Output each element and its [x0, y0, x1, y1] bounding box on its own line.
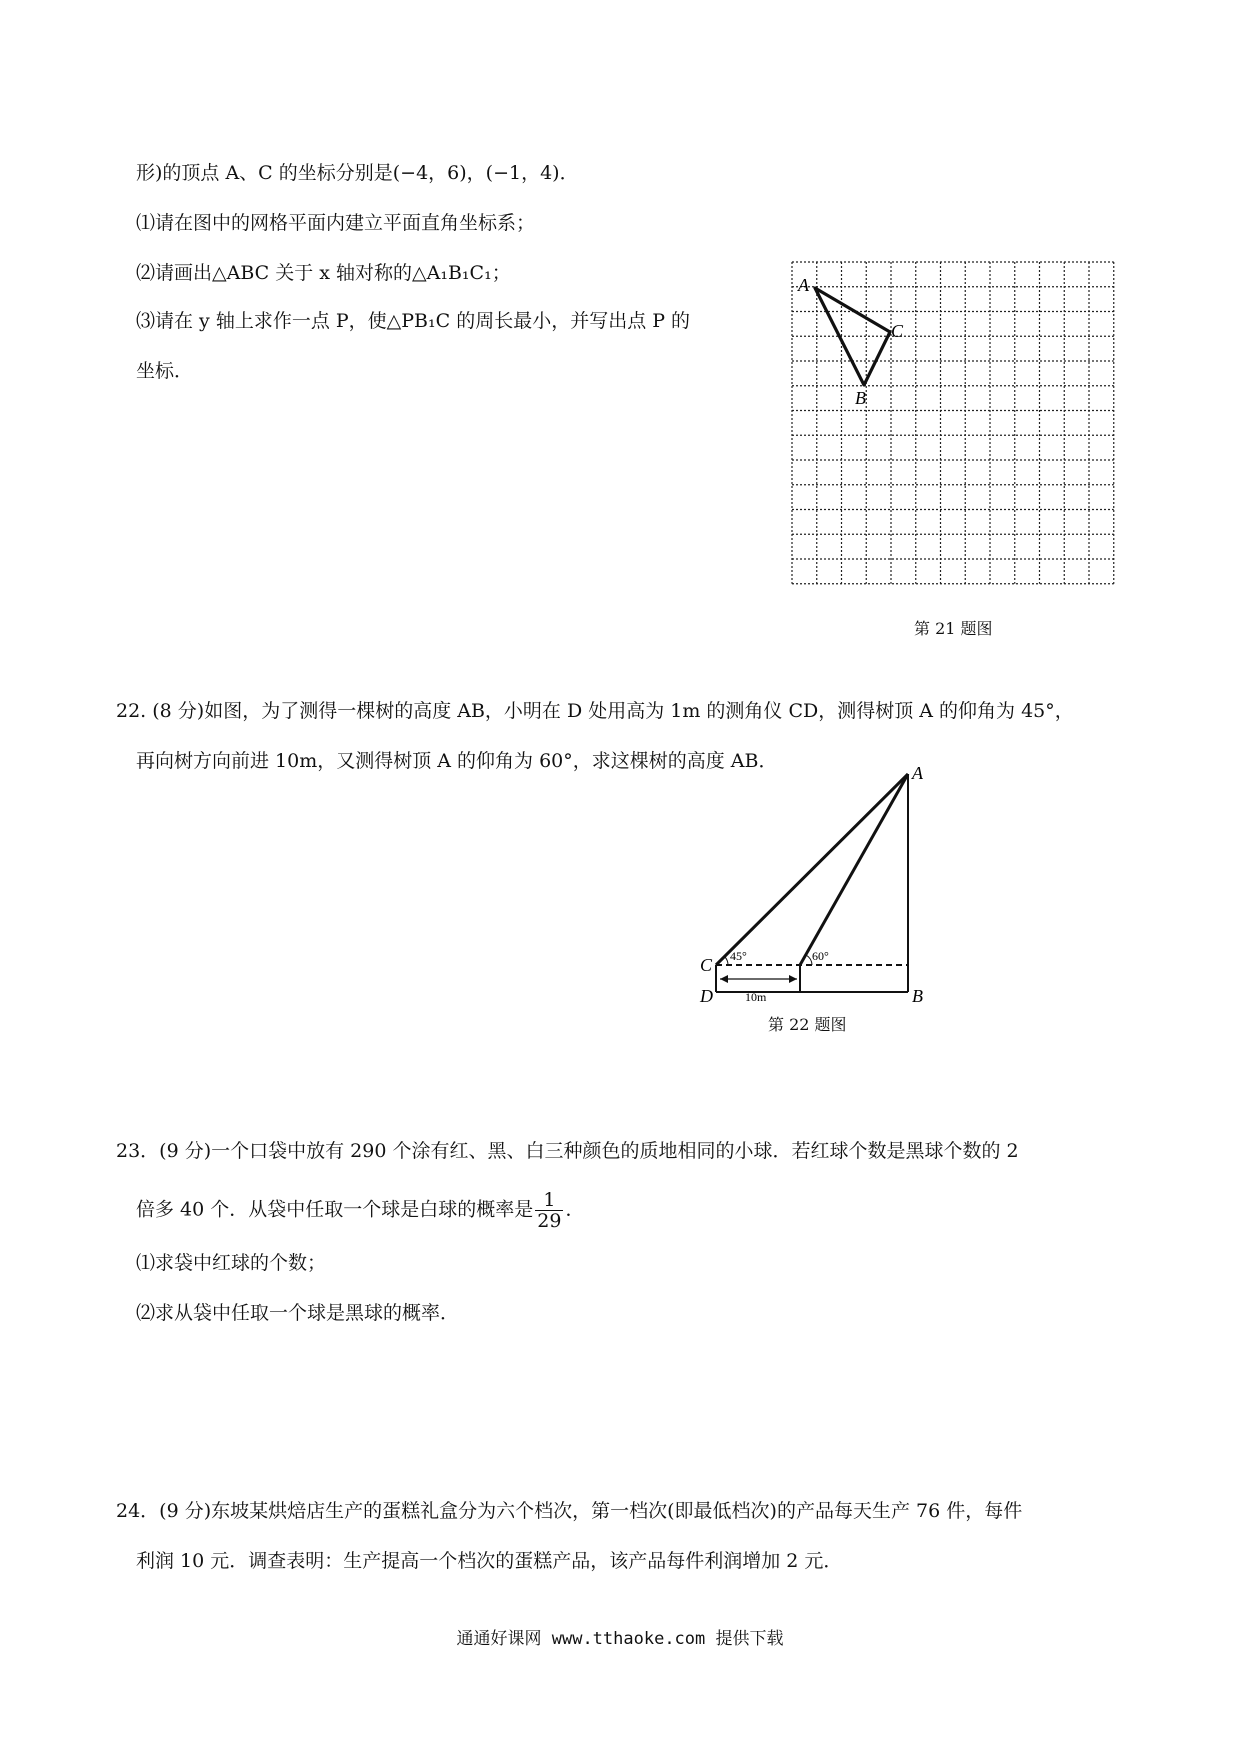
- label-c: C: [700, 955, 713, 975]
- q23-line2: [136, 1190, 584, 1231]
- label-a: A: [912, 763, 923, 783]
- label-a: A: [798, 275, 809, 295]
- q22-line2: 再向树方向前进 10m，又测得树顶 A 的仰角为 60°，求这棵树的高度 AB．: [136, 750, 778, 772]
- q23-part1: ⑴求袋中红球的个数；: [136, 1252, 327, 1274]
- q22-figure-caption: 第 22 题图: [768, 1015, 847, 1034]
- q21-part3-line2: 坐标．: [136, 360, 194, 382]
- q21-grid-figure: [782, 258, 1132, 618]
- distance-label: 10m: [745, 990, 767, 1004]
- q22-tree-figure: [690, 762, 950, 1042]
- angle-45-label: 45°: [730, 949, 747, 963]
- label-d: D: [700, 986, 713, 1006]
- label-b: B: [855, 388, 866, 408]
- q24-line2: 利润 10 元．调查表明：生产提高一个档次的蛋糕产品，该产品每件利润增加 2 元．: [136, 1550, 843, 1572]
- q23-line1: 23．(9 分)一个口袋中放有 290 个涂有红、黑、白三种颜色的质地相同的小球．若红球个数是黑球个数的 2: [116, 1140, 1019, 1162]
- q21-part1: ⑴请在图中的网格平面内建立平面直角坐标系；: [136, 212, 536, 234]
- q21-part2: ⑵请画出△ABC 关于 x 轴对称的△A₁B₁C₁；: [136, 262, 511, 284]
- q21-part3-line1: ⑶请在 y 轴上求作一点 P，使△PB₁C 的周长最小，并写出点 P 的: [136, 310, 691, 332]
- line-ea: [800, 774, 908, 965]
- q21-line1: 形)的顶点 A、C 的坐标分别是(−4，6)，(−1，4)．: [136, 162, 579, 184]
- fraction-numerator: 1: [535, 1190, 563, 1211]
- page-footer: 通通好课网 www.tthaoke.com 提供下载: [456, 1629, 784, 1649]
- q21-figure-caption: 第 21 题图: [914, 619, 993, 638]
- q23-line2-end: ．: [565, 1198, 585, 1221]
- label-b: B: [912, 986, 923, 1006]
- probability-fraction: [535, 1190, 563, 1231]
- q23-line2-text: 倍多 40 个．从袋中任取一个球是白球的概率是: [136, 1198, 534, 1221]
- q24-line1: 24．(9 分)东坡某烘焙店生产的蛋糕礼盒分为六个档次，第一档次(即最低档次)的产品每天生产 76 件，每件: [116, 1500, 1023, 1522]
- line-ca: [716, 774, 908, 965]
- angle-60-label: 60°: [812, 949, 829, 963]
- q22-line1: 22. (8 分)如图，为了测得一棵树的高度 AB，小明在 D 处用高为 1m 的测角仪 CD，测得树顶 A 的仰角为 45°，: [116, 700, 1074, 722]
- fraction-denominator: 29: [537, 1210, 562, 1232]
- label-c: C: [891, 321, 904, 341]
- q23-part2: ⑵求从袋中任取一个球是黑球的概率．: [136, 1302, 460, 1324]
